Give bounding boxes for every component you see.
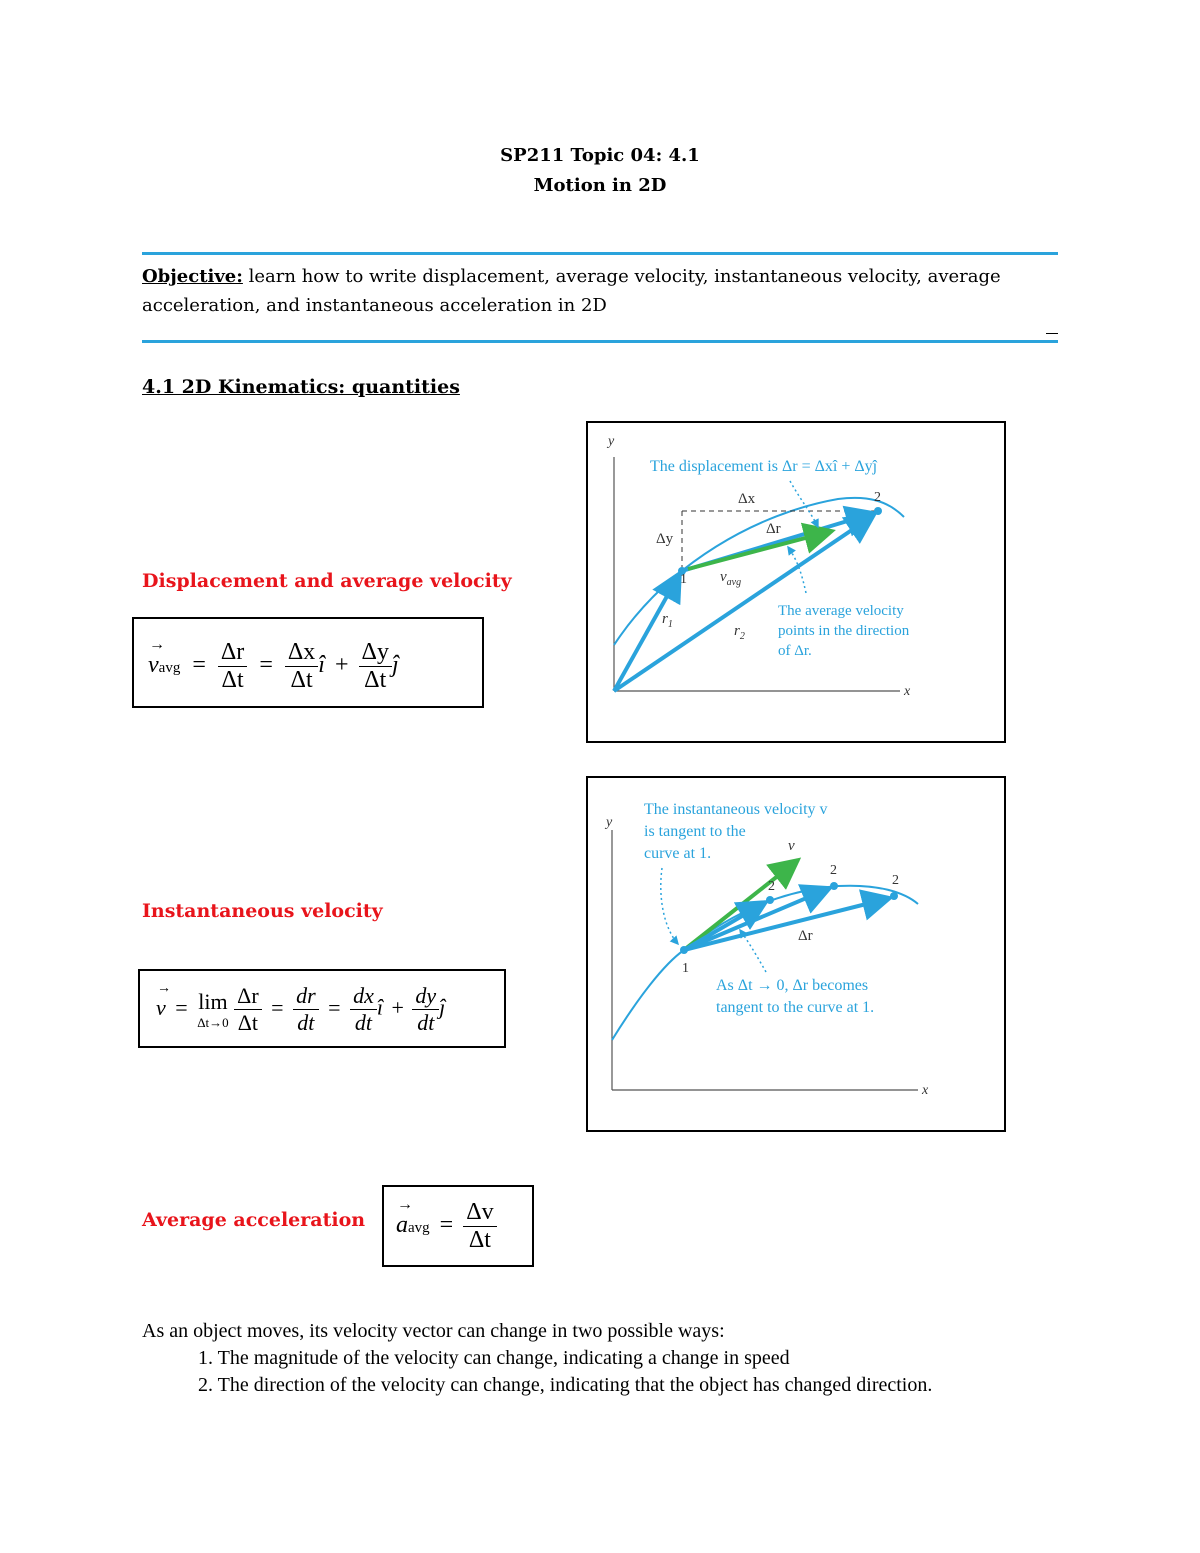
fig2-dr-label: Δr	[798, 928, 813, 944]
fig2-trajectory	[612, 886, 918, 1040]
eq2-unit-j: ĵ	[439, 994, 446, 1020]
objective-label: Objective:	[142, 266, 243, 287]
fig2-point1-label: 1	[682, 961, 689, 976]
fig1-x-label: x	[904, 684, 911, 699]
fig1-vavg-label: $v_{avg}$	[720, 569, 742, 588]
instantaneous-heading: Instantaneous velocity	[142, 900, 383, 922]
eq1-frac3: $\frac{\Delta y}{\Delta t}$	[359, 639, 392, 694]
bottom-rule	[142, 340, 1058, 343]
eq1-unit-i: î	[318, 652, 325, 679]
paragraph-intro: As an object moves, its velocity vector can change in two possible ways:	[142, 1320, 725, 1342]
fig2-callout-top-line	[661, 868, 678, 944]
average-accel-heading: Average acceleration	[142, 1209, 366, 1231]
figure1-svg	[588, 423, 1004, 741]
doc-title-line1: SP211 Topic 04: 4.1	[500, 145, 700, 166]
fig1-point1-label: 1	[680, 572, 687, 587]
figure-displacement	[586, 421, 1006, 743]
fig1-point2-dot	[874, 507, 882, 515]
eq1-lhs: → v	[148, 636, 165, 679]
fig1-r1-label: $r_1$	[662, 611, 673, 630]
paragraph-item-1: 1. The magnitude of the velocity can change, indicating a change in speed	[198, 1347, 790, 1369]
fig2-v-label: v	[788, 838, 795, 854]
fig2-callout-top-1: The instantaneous velocity v	[644, 801, 828, 818]
eq1-frac1: $\frac{\Delta r}{\Delta t}$	[218, 639, 247, 694]
fig2-callout-top-2: is tangent to the	[644, 823, 746, 840]
v-inst-equation: → v = lim Δt→0 $\frac{\Delta r}{\Delta t}$ = $\frac{dr}{dt}$ = $\frac{dx}{dt}$ î + $\frac{dy}{dt}$ ĵ	[138, 969, 506, 1048]
fig2-point1-dot	[680, 946, 688, 954]
eq2-frac4: $\frac{dy}{dt}$	[412, 983, 439, 1036]
eq2-frac3: $\frac{dx}{dt}$	[350, 983, 377, 1036]
paragraph-item-2: 2. The direction of the velocity can change, indicating that the object has changed direction.	[198, 1374, 933, 1396]
fig1-r2-label: $r_2$	[734, 623, 745, 642]
fig1-y-label: y	[608, 434, 615, 449]
figure2-svg	[588, 778, 1004, 1130]
fig2-x-label: x	[922, 1083, 929, 1098]
fig1-callout-bottom-3: of Δr.	[778, 643, 812, 659]
eq2-frac1: $\frac{\Delta r}{\Delta t}$	[234, 983, 261, 1036]
eq1-plus: +	[334, 652, 349, 679]
objective-text: learn how to write displacement, average velocity, instantaneous velocity, average acceleration, and instantaneous acceleration in 2D	[142, 266, 1001, 316]
fig2-point2c-dot	[890, 892, 898, 900]
fig2-point2b-label: 2	[830, 863, 837, 878]
fig1-dr-label: Δr	[766, 521, 781, 537]
top-rule	[142, 252, 1058, 255]
v-avg-equation: → vavg = $\frac{\Delta r}{\Delta t}$ = $\frac{\Delta x}{\Delta t}$ î + $\frac{\Delta y}{\Delta t}$ ĵ	[132, 617, 484, 708]
eq2-lim: lim Δt→0	[197, 988, 229, 1030]
doc-title-line2: Motion in 2D	[533, 175, 667, 196]
rule-tail	[1046, 333, 1058, 334]
a-avg-equation: → aavg = $\frac{\Delta v}{\Delta t}$	[382, 1185, 534, 1267]
figure-instantaneous	[586, 776, 1006, 1132]
eq3-lhs: → a	[396, 1196, 413, 1239]
eq2-lhs: → v	[156, 980, 171, 1020]
eq2-frac2: $\frac{dr}{dt}$	[293, 983, 319, 1036]
fig1-callout-bottom-1: The average velocity	[778, 603, 904, 619]
fig1-callout-top: The displacement is Δr = Δxî + Δyĵ	[650, 458, 878, 475]
fig2-point2c-label: 2	[892, 873, 899, 888]
eq2-unit-i: î	[376, 994, 383, 1020]
eq1-frac2: $\frac{\Delta x}{\Delta t}$	[285, 639, 318, 694]
fig2-point2b-dot	[830, 882, 838, 890]
eq3-sub: avg	[408, 1220, 430, 1237]
fig1-dx-label: Δx	[738, 491, 756, 507]
fig2-point2a-dot	[766, 896, 774, 904]
fig2-y-label: y	[606, 815, 613, 830]
fig2-point2a-label: 2	[768, 879, 775, 894]
objective-block	[142, 262, 1058, 320]
fig2-callout-top-3: curve at 1.	[644, 845, 712, 862]
fig1-callout-bottom-2: points in the direction	[778, 623, 910, 639]
eq2-plus: +	[391, 994, 404, 1020]
fig2-callout-bottom-2: tangent to the curve at 1.	[716, 999, 875, 1016]
eq1-sub: avg	[158, 660, 181, 677]
fig2-callout-bottom-1: As Δt → 0, Δr becomes	[716, 977, 869, 994]
section-heading: 4.1 2D Kinematics: quantities	[142, 376, 460, 398]
eq1-unit-j: ĵ	[391, 652, 399, 679]
fig1-dy-label: Δy	[656, 531, 674, 547]
eq3-frac: $\frac{\Delta v}{\Delta t}$	[463, 1199, 496, 1254]
fig1-point2-label: 2	[874, 490, 881, 505]
displacement-heading: Displacement and average velocity	[142, 570, 512, 592]
